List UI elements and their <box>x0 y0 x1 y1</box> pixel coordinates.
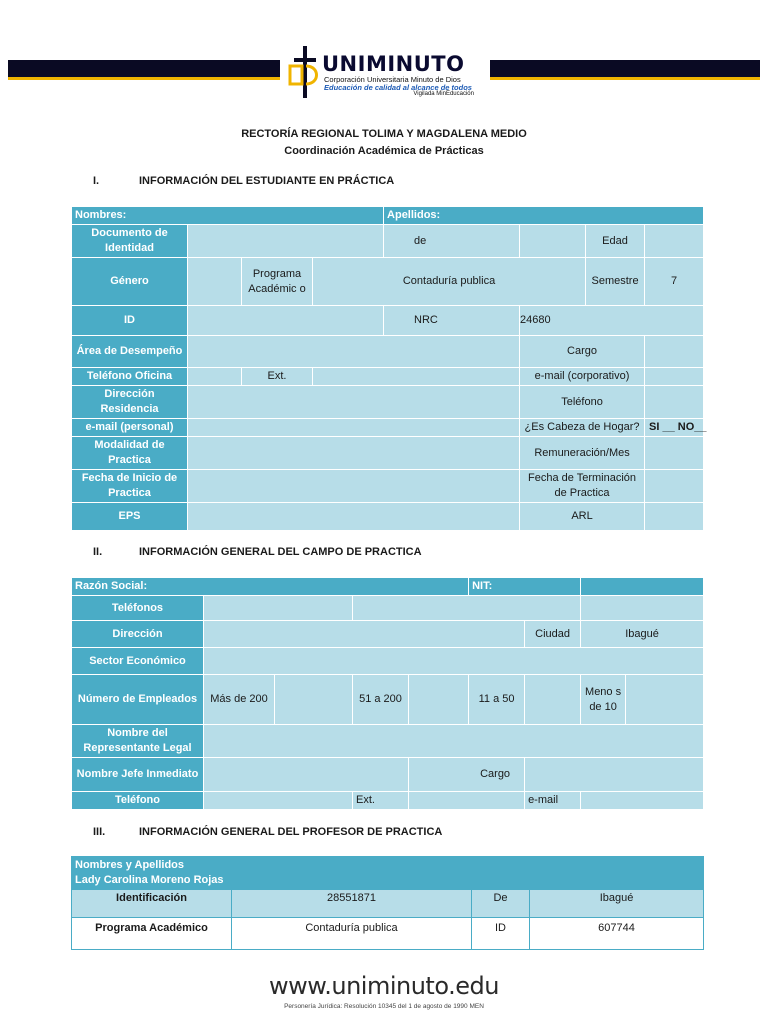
document-subtitle: Coordinación Académica de Prácticas <box>284 145 484 157</box>
empleados-11-50: 11 a 50 <box>469 675 525 725</box>
profesor-name-label: Nombres y Apellidos <box>75 859 185 871</box>
nit-label: NIT: <box>469 578 581 596</box>
telefono-label: Teléfono <box>72 792 204 810</box>
cabeza-hogar-field[interactable]: SI __ NO__ <box>645 419 704 437</box>
campo-info-table <box>71 577 704 810</box>
nombres-label: Nombres: <box>72 207 384 225</box>
telefonos-label: Teléfonos <box>72 596 204 621</box>
fecha-fin-field[interactable] <box>645 470 704 503</box>
programa-label: Programa Académic o <box>242 258 313 306</box>
tel-oficina-label: Teléfono Oficina <box>72 368 188 386</box>
direccion-field[interactable] <box>188 386 520 419</box>
eps-label: EPS <box>72 503 188 531</box>
section-3-heading: III. INFORMACIÓN GENERAL DEL PROFESOR DE PRACTICA <box>93 826 443 838</box>
area-label: Área de Desempeño <box>72 336 188 368</box>
de-field[interactable] <box>520 225 586 258</box>
direccion-label: Dirección Residencia <box>72 386 188 419</box>
razon-social-label: Razón Social: <box>72 578 469 596</box>
fecha-inicio-field[interactable] <box>188 470 520 503</box>
logo-slogan: Educación de calidad al alcance de todos <box>324 83 472 92</box>
telefono-field[interactable] <box>645 386 704 419</box>
edad-label: Edad <box>586 225 645 258</box>
section-2-heading: II. INFORMACIÓN GENERAL DEL CAMPO DE PRACTICA <box>93 546 422 558</box>
documento-label: Documento de Identidad <box>72 225 188 258</box>
empleados-menos10-box[interactable] <box>626 675 704 725</box>
identificacion-label: Identificación <box>72 890 232 918</box>
document-title: RECTORÍA REGIONAL TOLIMA Y MAGDALENA MEDIO <box>241 128 527 140</box>
email-corp-field[interactable] <box>645 368 704 386</box>
cargo-field[interactable] <box>525 758 704 792</box>
ext-label: Ext. <box>353 792 409 810</box>
telefonos-field-2[interactable] <box>353 596 581 621</box>
de-label: de <box>384 225 520 258</box>
cargo-field[interactable] <box>645 336 704 368</box>
empleados-51-200-box[interactable] <box>409 675 469 725</box>
representante-field[interactable] <box>204 725 704 758</box>
tel-oficina-field[interactable] <box>188 368 242 386</box>
fecha-inicio-label: Fecha de Inicio de Practica <box>72 470 188 503</box>
logo-name: UNIMINUTO <box>322 52 465 76</box>
empleados-11-50-box[interactable] <box>525 675 581 725</box>
apellidos-label: Apellidos: <box>384 207 704 225</box>
empleados-menos10: Meno s de 10 <box>581 675 626 725</box>
programa-value[interactable]: Contaduría publica <box>313 258 586 306</box>
footer-legal: Personería Jurídica: Resolución 10345 del 1 de agosto de 1990 MEN <box>284 1003 484 1010</box>
telefono-label: Teléfono <box>520 386 645 419</box>
empleados-mas200-box[interactable] <box>275 675 353 725</box>
empleados-mas200: Más de 200 <box>204 675 275 725</box>
nrc-label: NRC <box>384 306 520 336</box>
nrc-value[interactable]: 24680 <box>520 306 704 336</box>
de-value[interactable]: Ibagué <box>530 890 704 918</box>
ciudad-value[interactable]: Ibagué <box>581 621 704 648</box>
empleados-label: Número de Empleados <box>72 675 204 725</box>
arl-field[interactable] <box>645 503 704 531</box>
profesor-name-header <box>72 857 704 890</box>
id-label: ID <box>72 306 188 336</box>
direccion-field[interactable] <box>204 621 525 648</box>
semestre-value[interactable]: 7 <box>645 258 704 306</box>
cargo-label: Cargo <box>409 758 525 792</box>
logo-emblem-icon <box>286 44 326 102</box>
identificacion-value[interactable]: 28551871 <box>232 890 472 918</box>
area-field[interactable] <box>188 336 520 368</box>
email-field[interactable] <box>581 792 704 810</box>
footer-url: www.uniminuto.edu <box>269 972 499 1000</box>
sector-field[interactable] <box>204 648 704 675</box>
programa-value[interactable]: Contaduría publica <box>232 918 472 950</box>
genero-field[interactable] <box>188 258 242 306</box>
direccion-label: Dirección <box>72 621 204 648</box>
sector-label: Sector Económico <box>72 648 204 675</box>
email-corp-label: e-mail (corporativo) <box>520 368 645 386</box>
student-info-table <box>71 206 707 531</box>
nit-field[interactable] <box>581 578 704 596</box>
modalidad-label: Modalidad de Practica <box>72 437 188 470</box>
ciudad-label: Ciudad <box>525 621 581 648</box>
header-bar-right <box>490 60 760 80</box>
representante-label: Nombre del Representante Legal <box>72 725 204 758</box>
modalidad-field[interactable] <box>188 437 520 470</box>
telefonos-field-1[interactable] <box>204 596 353 621</box>
jefe-field[interactable] <box>204 758 409 792</box>
email-personal-field[interactable] <box>188 419 520 437</box>
id-value[interactable]: 607744 <box>530 918 704 950</box>
ext-field[interactable] <box>313 368 520 386</box>
edad-field[interactable] <box>645 225 704 258</box>
ext-field[interactable] <box>409 792 525 810</box>
genero-label: Género <box>72 258 188 306</box>
email-personal-label: e-mail (personal) <box>72 419 188 437</box>
arl-label: ARL <box>520 503 645 531</box>
documento-field[interactable] <box>188 225 384 258</box>
telefonos-field-3[interactable] <box>581 596 704 621</box>
empleados-51-200: 51 a 200 <box>353 675 409 725</box>
logo-vigilada: Vigilada MinEducación <box>413 91 474 97</box>
remuneracion-label: Remuneración/Mes <box>520 437 645 470</box>
header-bar-left <box>8 60 280 80</box>
email-label: e-mail <box>525 792 581 810</box>
profesor-info-table <box>71 856 704 950</box>
ext-label: Ext. <box>242 368 313 386</box>
eps-field[interactable] <box>188 503 520 531</box>
de-label: De <box>472 890 530 918</box>
remuneracion-field[interactable] <box>645 437 704 470</box>
id-field[interactable] <box>188 306 384 336</box>
uniminuto-logo <box>286 44 486 102</box>
telefono-field[interactable] <box>204 792 353 810</box>
profesor-name-value: Lady Carolina Moreno Rojas <box>75 874 224 886</box>
section-1-heading: I. INFORMACIÓN DEL ESTUDIANTE EN PRÁCTICA <box>93 175 395 187</box>
programa-label: Programa Académico <box>72 918 232 950</box>
cabeza-hogar-label: ¿Es Cabeza de Hogar? <box>520 419 645 437</box>
id-label: ID <box>472 918 530 950</box>
fecha-fin-label: Fecha de Terminación de Practica <box>520 470 645 503</box>
logo-subtitle: Corporación Universitaria Minuto de Dios <box>324 75 461 84</box>
jefe-label: Nombre Jefe Inmediato <box>72 758 204 792</box>
cargo-label: Cargo <box>520 336 645 368</box>
semestre-label: Semestre <box>586 258 645 306</box>
